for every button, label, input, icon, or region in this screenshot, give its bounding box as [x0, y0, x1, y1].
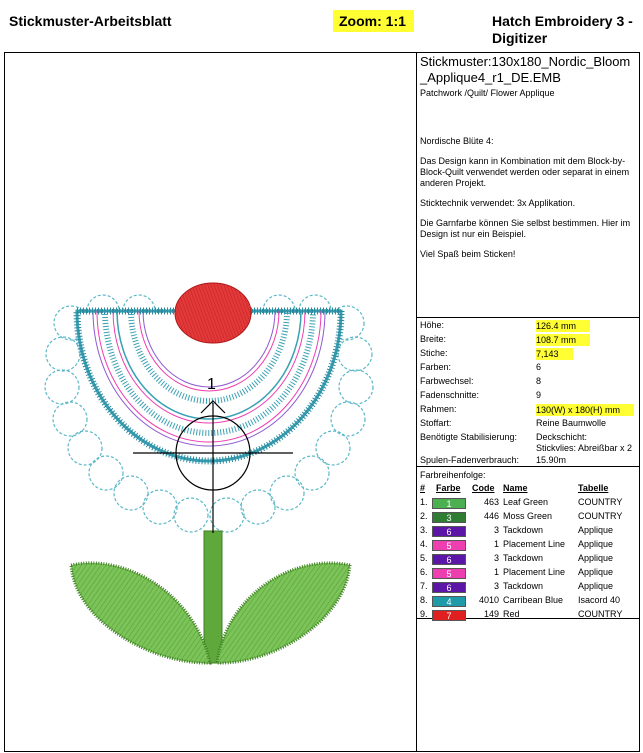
- prop-colors: [420, 362, 640, 376]
- row-code: 446: [483, 511, 499, 521]
- prop-value: Stickvlies: Abreißbar x 2: [536, 443, 633, 453]
- design-description: [420, 136, 634, 269]
- app-name: [492, 13, 642, 47]
- prop-label: Farben:: [420, 362, 452, 372]
- design-preview: [5, 53, 415, 751]
- prop-label: Stoffart:: [420, 418, 452, 428]
- color-swatch: 6: [432, 582, 466, 593]
- column-divider: [416, 52, 417, 752]
- row-table: Isacord 40: [578, 595, 621, 605]
- row-table: Applique: [578, 553, 614, 563]
- app-name-line1: Hatch Embroidery 3 -: [492, 13, 633, 29]
- table-row: [420, 553, 640, 567]
- desc-line: Die Garnfarbe können Sie selbst bestimmen. Hier im Design ist nur ein Beispiel.: [420, 218, 631, 239]
- prop-value: 108.7 mm: [536, 334, 590, 346]
- prop-fabric: [420, 418, 640, 432]
- table-row: [420, 525, 640, 539]
- row-code: 149: [483, 609, 499, 619]
- stem: [204, 531, 222, 663]
- table-row: [420, 567, 640, 581]
- row-num: 6.: [420, 567, 428, 577]
- row-table: COUNTRY: [578, 511, 623, 521]
- prop-label: Stiche:: [420, 348, 448, 358]
- left-leaf: [71, 563, 210, 663]
- row-name: Placement Line: [503, 567, 566, 577]
- row-num: 4.: [420, 539, 428, 549]
- prop-height: [420, 320, 640, 334]
- prop-value: 8: [536, 376, 542, 386]
- sequence-title: Farbreihenfolge:: [420, 470, 486, 480]
- color-swatch: 5: [432, 540, 466, 551]
- row-table: COUNTRY: [578, 497, 623, 507]
- desc-line: Nordische Blüte 4:: [420, 136, 494, 146]
- prop-value: Deckschicht:: [536, 432, 588, 442]
- table-row: [420, 511, 640, 525]
- row-name: Tackdown: [503, 553, 544, 563]
- row-name: Leaf Green: [503, 497, 549, 507]
- color-swatch: 4: [432, 596, 466, 607]
- center-marker-label: 1: [207, 376, 216, 393]
- row-code: 463: [483, 497, 499, 507]
- row-num: 1.: [420, 497, 428, 507]
- prop-hoop: [420, 404, 640, 418]
- prop-label: Spulen-Fadenverbrauch:: [420, 455, 520, 465]
- row-name: Tackdown: [503, 525, 544, 535]
- prop-width: [420, 334, 640, 348]
- col-num-header: #: [420, 483, 426, 493]
- row-name: Carribean Blue: [503, 595, 564, 605]
- row-code: 3: [493, 581, 499, 591]
- color-swatch: 6: [432, 526, 466, 537]
- table-header: [420, 483, 640, 497]
- row-num: 3.: [420, 525, 428, 535]
- sequence-divider: [417, 466, 640, 467]
- row-table: COUNTRY: [578, 609, 623, 619]
- prop-trims: [420, 390, 640, 404]
- row-num: 5.: [420, 553, 428, 563]
- color-swatch: 6: [432, 554, 466, 565]
- row-num: 8.: [420, 595, 428, 605]
- sheet-title: Stickmuster-Arbeitsblatt: [9, 13, 172, 29]
- col-table-header: Tabelle: [578, 483, 609, 493]
- desc-line: Das Design kann in Kombination mit dem Block-by-Block-Quilt verwendet werden oder separat in einem anderen Projekt.: [420, 156, 630, 188]
- prop-value: 6: [536, 362, 542, 372]
- row-table: Applique: [578, 581, 614, 591]
- col-color-header: Farbe: [436, 483, 461, 493]
- color-swatch: 1: [432, 498, 466, 509]
- red-oval: [175, 283, 251, 343]
- row-num: 2.: [420, 511, 428, 521]
- prop-color-changes: [420, 376, 640, 390]
- prop-label: Breite:: [420, 334, 447, 344]
- row-code: 4010: [478, 595, 499, 605]
- app-name-line2: Digitizer: [492, 30, 548, 46]
- prop-value: 15.90m: [536, 455, 567, 465]
- col-name-header: Name: [503, 483, 528, 493]
- color-swatch: 5: [432, 568, 466, 579]
- table-row: [420, 609, 640, 623]
- row-table: Applique: [578, 539, 614, 549]
- prop-label: Benötigte Stabilisierung:: [420, 432, 518, 442]
- col-code-header: Code: [472, 483, 495, 493]
- prop-stitches: [420, 348, 640, 362]
- row-name: Tackdown: [503, 581, 544, 591]
- prop-value: 126.4 mm: [536, 320, 590, 332]
- table-row: [420, 595, 640, 609]
- row-code: 3: [493, 553, 499, 563]
- desc-line: Viel Spaß beim Sticken!: [420, 249, 516, 259]
- row-name: Placement Line: [503, 539, 566, 549]
- table-row: [420, 539, 640, 553]
- prop-label: Farbwechsel:: [420, 376, 474, 386]
- design-category: Patchwork /Quilt/ Flower Applique: [420, 88, 555, 98]
- row-code: 1: [493, 539, 499, 549]
- prop-label: Höhe:: [420, 320, 445, 330]
- color-swatch: 7: [432, 610, 466, 621]
- zoom-label: Zoom: 1:1: [333, 10, 414, 32]
- prop-value: Reine Baumwolle: [536, 418, 607, 428]
- prop-label: Fadenschnitte:: [420, 390, 480, 400]
- prop-value: 9: [536, 390, 542, 400]
- right-leaf: [217, 563, 350, 663]
- row-code: 3: [493, 525, 499, 535]
- table-row: [420, 497, 640, 511]
- properties-divider: [417, 317, 640, 318]
- bobbin-usage: [420, 455, 567, 465]
- design-filename: Stickmuster:130x180_Nordic_Bloom_Applique4_r1_DE.EMB: [420, 54, 631, 85]
- prop-value: 7,143: [536, 348, 573, 360]
- row-num: 9.: [420, 609, 428, 619]
- table-row: [420, 581, 640, 595]
- prop-label: Rahmen:: [420, 404, 457, 414]
- desc-line: Sticktechnik verwendet: 3x Applikation.: [420, 198, 576, 208]
- row-table: Applique: [578, 567, 614, 577]
- row-name: Red: [503, 609, 520, 619]
- row-num: 7.: [420, 581, 428, 591]
- row-name: Moss Green: [503, 511, 553, 521]
- prop-value: 130(W) x 180(H) mm: [536, 404, 634, 416]
- row-table: Applique: [578, 525, 614, 535]
- color-swatch: 3: [432, 512, 466, 523]
- row-code: 1: [493, 567, 499, 577]
